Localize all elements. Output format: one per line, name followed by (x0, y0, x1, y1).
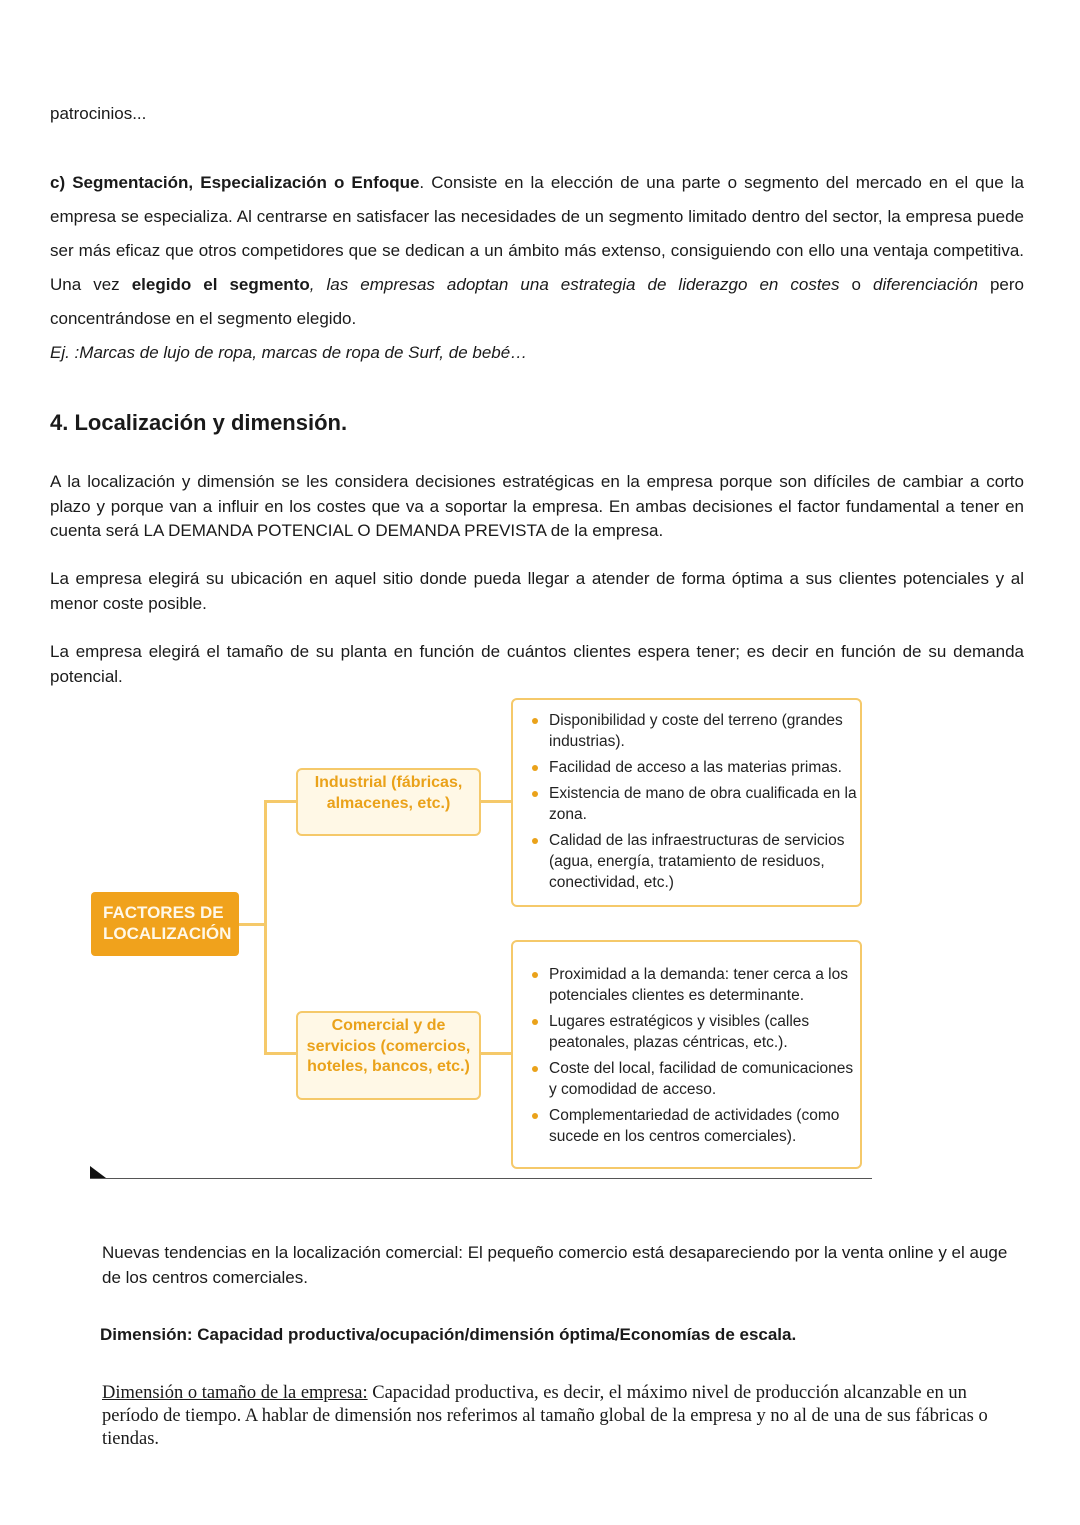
list-item: Disponibilidad y coste del terreno (grandes industrias). (549, 710, 860, 752)
text: pero concentrándose en el segmento elegido. (50, 275, 1024, 328)
list-item: Lugares estratégicos y visibles (calles peatonales, plazas céntricas, etc.). (549, 1011, 860, 1053)
list-item: Coste del local, facilidad de comunicaciones y comodidad de acceso. (549, 1058, 860, 1100)
example: Ej. :Marcas de lujo de ropa, marcas de ropa de Surf, de bebé… (50, 343, 528, 362)
root-node: FACTORES DE LOCALIZACIÓN (91, 892, 239, 956)
commercial-factors-list (511, 940, 862, 1169)
segmentation-label: c) Segmentación, Especialización o Enfoque (50, 173, 420, 192)
commercial-node: Comercial y de servicios (comercios, hoteles, bancos, etc.) (296, 1011, 481, 1100)
trends-paragraph: Nuevas tendencias en la localización comercial: El pequeño comercio está desapareciendo por la venta online y el auge de los centros comerciales. (102, 1243, 1008, 1287)
paragraph: A la localización y dimensión se les considera decisiones estratégicas en la empresa porque son difíciles de cambiar a corto plazo y porque van a influir en los costes que va a soportar la empresa. En ambas decisiones el factor fundamental a tener en cuenta será LA DEMANDA POTENCIAL O DEMANDA PREVISTA de la empresa. (50, 472, 1024, 540)
list-item: Existencia de mano de obra cualificada en la zona. (549, 783, 860, 825)
industrial-node: Industrial (fábricas, almacenes, etc.) (296, 768, 481, 836)
list-item: Complementariedad de actividades (como sucede en los centros comerciales). (549, 1105, 860, 1147)
text: . Consiste en la elección de una parte o segmento del mercado en el que la empresa se especializa. Al centrarse en satisfacer las necesidades de un segmento limitado dentro del sector, la empresa puede ser más eficaz que otros competidores que se dedican a un ámbito más extenso, consiguiendo con ello una ventaja competitiva. Una vez (50, 173, 1024, 294)
term: Dimensión o tamaño de la empresa: (102, 1383, 368, 1403)
text-italic: , las empresas adoptan una estrategia de liderazgo en costes (309, 275, 840, 294)
intro-tail: patrocinios... (50, 104, 147, 123)
list-item: Facilidad de acceso a las materias primas. (549, 757, 860, 778)
paragraph: La empresa elegirá su ubicación en aquel sitio donde pueda llegar a atender de forma óptima a sus clientes potenciales y al menor coste posible. (50, 569, 1024, 613)
text: Capacidad productiva, es decir, el máximo nivel de producción alcanzable en un período de tiempo. A hablar de dimensión nos referimos al tamaño global de la empresa y no al de una de sus fábricas o tiendas. (102, 1383, 988, 1449)
list-item: Calidad de las infraestructuras de servicios (agua, energía, tratamiento de residuos, conectividad, etc.) (549, 830, 860, 893)
text: o (839, 275, 874, 294)
dimension-heading: Dimensión: Capacidad productiva/ocupación/dimensión óptima/Economías de escala. (100, 1325, 797, 1344)
text-italic: diferenciación (873, 275, 978, 294)
segmentation-paragraph (50, 166, 1024, 370)
section-title: 4. Localización y dimensión. (50, 410, 348, 435)
text-bold: elegido el segmento (131, 275, 310, 294)
list-item: Proximidad a la demanda: tener cerca a los potenciales clientes es determinante. (549, 964, 860, 1006)
dimension-definition (102, 1382, 1017, 1451)
paragraph: La empresa elegirá el tamaño de su planta en función de cuántos clientes espera tener; es decir en función de su demanda potencial. (50, 642, 1024, 686)
industrial-factors-list (511, 698, 862, 907)
